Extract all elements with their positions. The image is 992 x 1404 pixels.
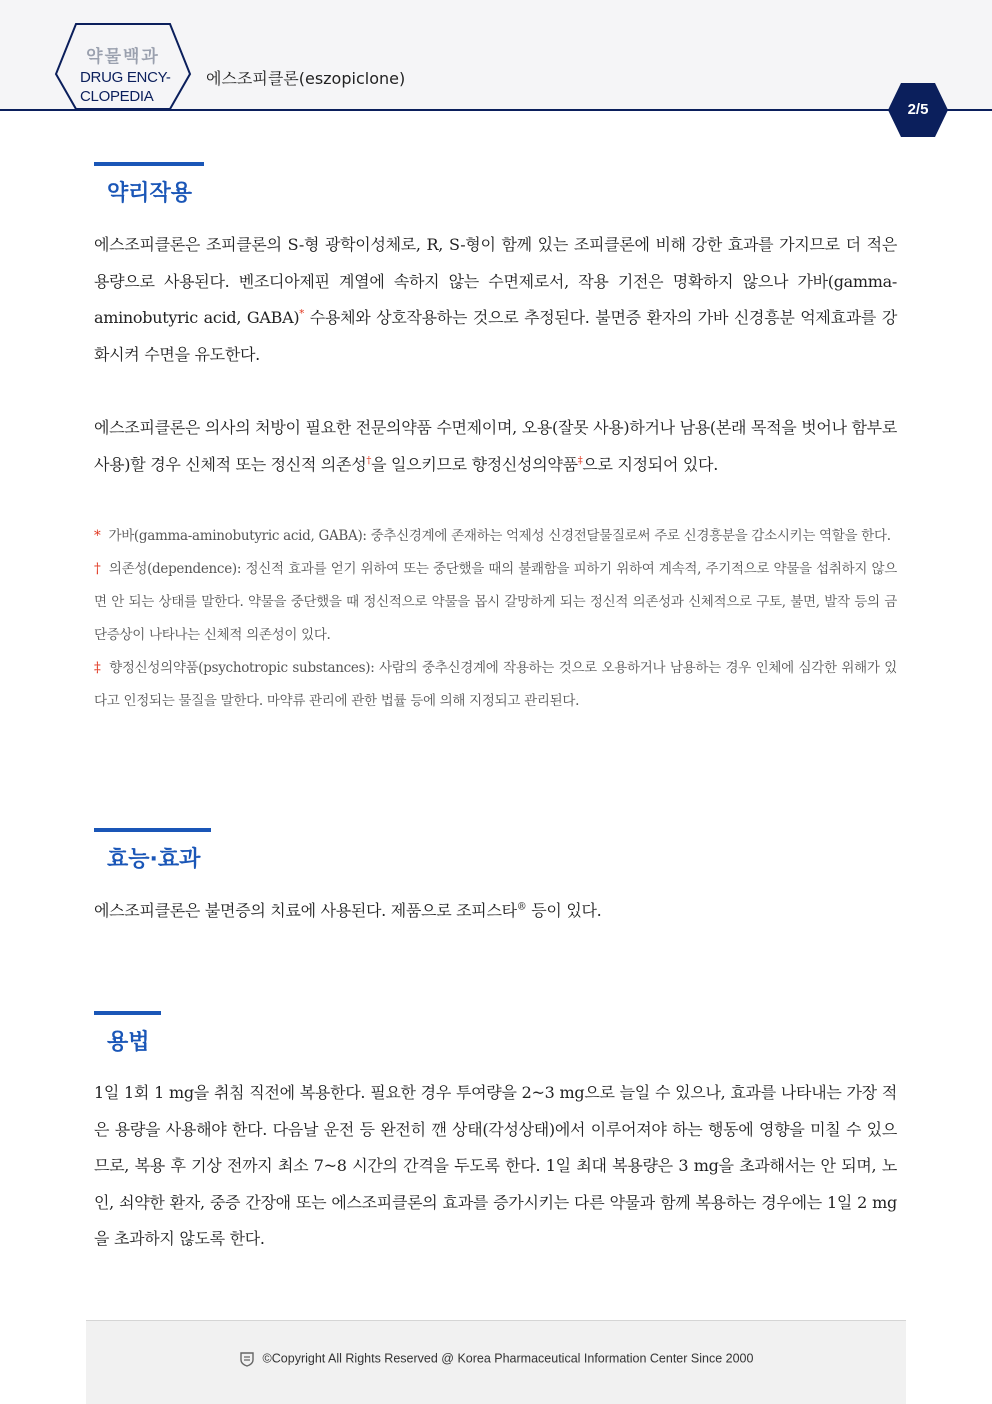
document-title: 에스조피클론(eszopiclone): [206, 69, 406, 88]
footnote-mark-gaba: *: [299, 308, 304, 320]
logo-korean-text: 약물백과: [86, 47, 160, 67]
footnote-dependence: [94, 553, 897, 652]
logo-english-line2: CLOPEDIA: [80, 88, 154, 105]
footnote-psychotropic: [94, 652, 897, 718]
pharmacology-paragraph-1: [94, 227, 897, 373]
footnote-marker: ‡: [94, 660, 102, 676]
copyright-text: ©Copyright All Rights Reserved @ Korea Pharmaceutical Information Center Since 2000: [262, 1351, 754, 1366]
footnote-gaba: [94, 520, 897, 553]
pharmacology-p1-text: 에스조피클론은 조피클론의 S-형 광학이성체로, R, S-형이 함께 있는 조피클론에 비해 강한 효과를 가지므로 더 적은 용량으로 사용된다. 벤조디아제핀 계열에 속하지 않는 수면제로서, 작용 기전은 명확하지 않으나 가바(gamma-aminobutyric acid, GABA): [94, 235, 897, 327]
section-pharmacology: [94, 162, 897, 207]
page-footer: [86, 1320, 906, 1404]
footnote-text: 의존성(dependence): 정신적 효과를 얻기 위하여 또는 중단했을 때의 불쾌함을 피하기 위하여 계속적, 주기적으로 약물을 섭취하지 않으면 안 되는 상태를 말한다. 약물을 중단했을 때 정신적으로 약물을 몹시 갈망하게 되는 정신적 의존성과 신체적으로 구토, 불면, 발작 등의 금단증상이 나타나는 신체적 의존성이 있다.: [94, 561, 898, 643]
section-bar: [94, 828, 211, 832]
section-title-dosage: 용법: [107, 1030, 150, 1055]
page-number-badge: [887, 82, 949, 138]
footnote-text: 가바(gamma-aminobutyric acid, GABA): 중추신경계에 존재하는 억제성 신경전달물질로써 주로 신경흥분을 감소시키는 역할을 한다.: [108, 528, 891, 544]
section-bar: [94, 1011, 161, 1015]
section-efficacy: [94, 828, 897, 873]
pharmacology-paragraph-2: [94, 410, 897, 483]
footnotes: [94, 520, 897, 718]
pharmacology-p2-c: 으로 지정되어 있다.: [582, 454, 718, 474]
pharmacology-p2-a: 에스조피클론은 의사의 처방이 필요한 전문의약품 수면제이며, 오용(잘못 사용)하거나 남용(본래 목적을 벗어나 함부로 사용)할 경우 신체적 또는 정신적 의존성: [94, 418, 897, 474]
page-number: 2/5: [907, 101, 929, 118]
logo-english-text: [80, 68, 180, 106]
efficacy-text-a: 에스조피클론은 불면증의 치료에 사용된다. 제품으로 조피스타: [94, 901, 517, 920]
footnote-marker: *: [94, 528, 101, 544]
page-header: [0, 0, 992, 140]
footnote-mark-dependence: †: [366, 455, 372, 467]
logo-english-line1: DRUG ENCY-: [80, 69, 171, 86]
registered-mark: ®: [516, 901, 527, 913]
footer-content: [86, 1351, 906, 1367]
pharmacology-p1-end: 수용체와 상호작용하는 것으로 추정된다. 불면증 환자의 가바 신경흥분 억제효과를 강화시켜 수면을 유도한다.: [94, 308, 897, 364]
drug-encyclopedia-logo: [54, 22, 192, 110]
section-title-efficacy: 효능·효과: [107, 847, 201, 872]
section-dosage: [94, 1011, 897, 1056]
footnote-mark-psychotropic: ‡: [577, 455, 583, 467]
footnote-marker: †: [94, 561, 101, 577]
shield-emblem-icon: [239, 1351, 255, 1367]
pharmacology-p2-b: 을 일으키므로 향정신성의약품: [371, 454, 578, 474]
section-title-pharmacology: 약리작용: [107, 181, 193, 206]
section-bar: [94, 162, 204, 166]
footnote-text: 향정신성의약품(psychotropic substances): 사람의 중추신경계에 작용하는 것으로 오용하거나 남용하는 경우 인체에 심각한 위해가 있다고 인정되는 물질을 말한다. 마약류 관리에 관한 법률 등에 의해 지정되고 관리된다.: [94, 660, 897, 709]
dosage-paragraph: 1일 1회 1 mg을 취침 직전에 복용한다. 필요한 경우 투여량을 2~3 mg으로 늘일 수 있으나, 효과를 나타내는 가장 적은 용량을 사용해야 한다. 다음날 운전 등 완전히 깬 상태(각성상태)에서 이루어져야 하는 행동에 영향을 미칠 수 있으므로, 복용 후 기상 전까지 최소 7~8 시간의 간격을 두도록 한다. 1일 최대 복용량은 3 mg을 초과해서는 안 되며, 노인, 쇠약한 환자, 중증 간장애 또는 에스조피클론의 효과를 증가시키는 다른 약물과 함께 복용하는 경우에는 1일 2 mg을 초과하지 않도록 한다.: [94, 1083, 897, 1248]
efficacy-text-b: 등이 있다.: [526, 901, 602, 920]
efficacy-paragraph: [94, 893, 897, 930]
